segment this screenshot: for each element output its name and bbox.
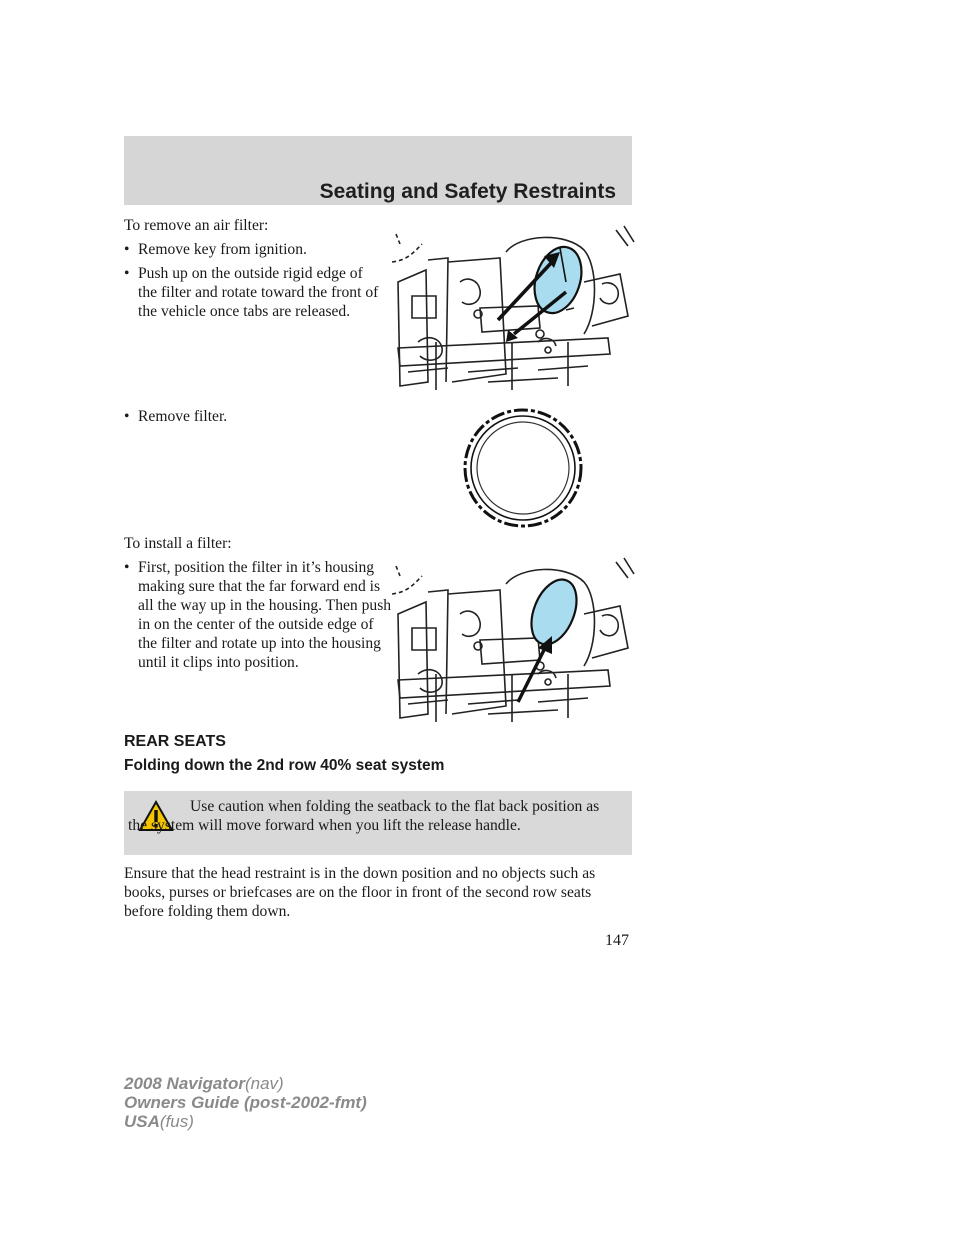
footer-market: USA <box>124 1112 160 1131</box>
section-heading: REAR SEATS <box>124 733 226 750</box>
sub-heading: Folding down the 2nd row 40% seat system <box>124 757 445 774</box>
section-title: Seating and Safety Restraints <box>319 180 616 203</box>
list-item <box>124 264 384 321</box>
bullet-text: Push up on the outside rigid edge of the filter and rotate toward the front of the vehicle once tabs are released. <box>138 265 379 320</box>
bullet-text: First, position the filter in it’s housing making sure that the far forward end is all the way up in the housing. Then push in on the center of the outside edge of the filter and rotate up into the housing until it clips into position. <box>138 559 392 671</box>
footer-guide: Owners Guide (post-2002-fmt) <box>124 1093 367 1112</box>
footer-market-code: (fus) <box>159 1112 194 1131</box>
page-number: 147 <box>605 932 629 949</box>
install-intro: To install a filter: <box>124 535 232 552</box>
bullet-icon: • <box>124 241 130 258</box>
direction-arrow-icon <box>518 636 552 702</box>
list-item <box>124 240 384 259</box>
footer-model: 2008 Navigator <box>124 1074 245 1093</box>
list-item <box>124 407 384 426</box>
filter-removal-illustration <box>388 222 638 394</box>
document-footer <box>124 1074 367 1131</box>
header-band <box>124 136 632 205</box>
filter-installation-illustration <box>388 554 638 726</box>
list-item <box>124 558 394 672</box>
bullet-icon: • <box>124 408 130 425</box>
body-paragraph: Ensure that the head restraint is in the down position and no objects such as books, purses or briefcases are on the floor in front of the second row seats before folding them down. <box>124 865 596 920</box>
bullet-icon: • <box>124 559 130 576</box>
remove-intro: To remove an air filter: <box>124 217 269 234</box>
air-filter-illustration <box>460 406 586 530</box>
bullet-text: Remove key from ignition. <box>138 241 307 258</box>
footer-model-code: (nav) <box>244 1074 284 1093</box>
bullet-text: Remove filter. <box>138 408 228 425</box>
warning-text: Use caution when folding the seatback to the flat back position as the system will move forward when you lift the release handle. <box>128 798 600 834</box>
bullet-icon: • <box>124 265 130 282</box>
warning-box <box>124 791 632 855</box>
